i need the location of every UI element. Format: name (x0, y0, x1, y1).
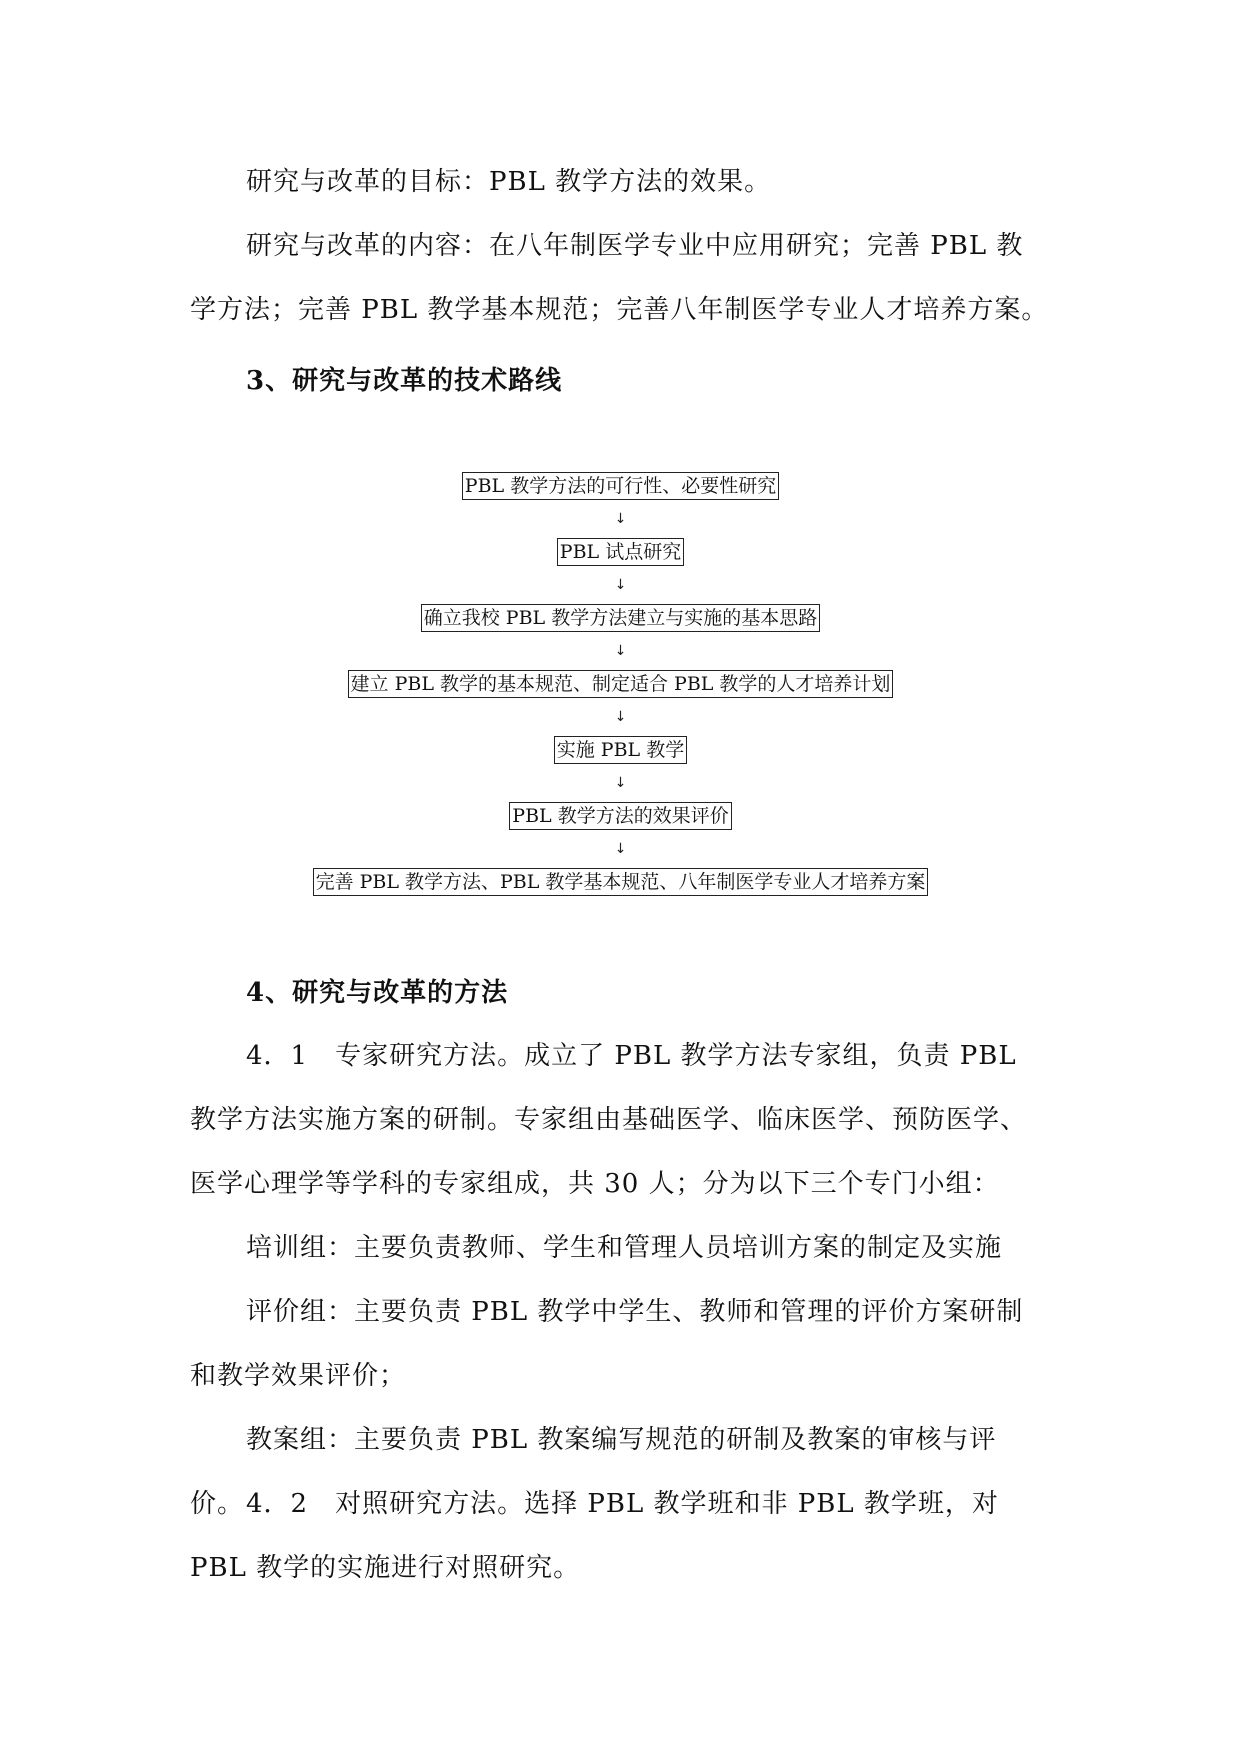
flow-step-2: PBL 试点研究 (557, 538, 684, 566)
paragraph-case-group: 教案组：主要负责 PBL 教案编写规范的研制及教案的审核与评价。 (190, 1425, 997, 1519)
paragraph-method-4-1: 4．1 专家研究方法。成立了 PBL 教学方法专家组，负责 PBL 教学方法实施方案的研制。专家组由基础医学、临床医学、预防医学、医学心理学等学科的专家组成，共 30 人；分为以下三个专门小组： (190, 1041, 1028, 1199)
paragraph-evaluation-group: 评价组：主要负责 PBL 教学中学生、教师和管理的评价方案研制和教学效果评价； (190, 1297, 1024, 1391)
flow-step-3: 确立我校 PBL 教学方法建立与实施的基本思路 (421, 604, 820, 632)
paragraph-goal: 研究与改革的目标：PBL 教学方法的效果。 (246, 167, 772, 197)
paragraph-content: 研究与改革的内容：在八年制医学专业中应用研究；完善 PBL 教学方法；完善 PBL 教学基本规范；完善八年制医学专业人才培养方案。 (190, 231, 1049, 325)
flow-step-4: 建立 PBL 教学的基本规范、制定适合 PBL 教学的人才培养计划 (348, 670, 894, 698)
flow-step-7: 完善 PBL 教学方法、PBL 教学基本规范、八年制医学专业人才培养方案 (313, 868, 929, 896)
technical-route-flowchart (0, 472, 1241, 896)
arrow-down-icon: ↓ (614, 511, 627, 527)
heading-methods: 4、研究与改革的方法 (246, 978, 509, 1008)
flow-step-5: 实施 PBL 教学 (554, 736, 687, 764)
arrow-down-icon: ↓ (614, 643, 627, 659)
paragraph-training-group: 培训组：主要负责教师、学生和管理人员培训方案的制定及实施 (246, 1233, 1003, 1263)
paragraph-method-4-2: 4．2 对照研究方法。选择 PBL 教学班和非 PBL 教学班，对 PBL 教学的实施进行对照研究。 (190, 1489, 999, 1583)
arrow-down-icon: ↓ (614, 841, 627, 857)
flow-step-6: PBL 教学方法的效果评价 (509, 802, 731, 830)
arrow-down-icon: ↓ (614, 577, 627, 593)
arrow-down-icon: ↓ (614, 709, 627, 725)
heading-technical-route: 3、研究与改革的技术路线 (246, 366, 563, 396)
flow-step-1: PBL 教学方法的可行性、必要性研究 (462, 472, 779, 500)
arrow-down-icon: ↓ (614, 775, 627, 791)
